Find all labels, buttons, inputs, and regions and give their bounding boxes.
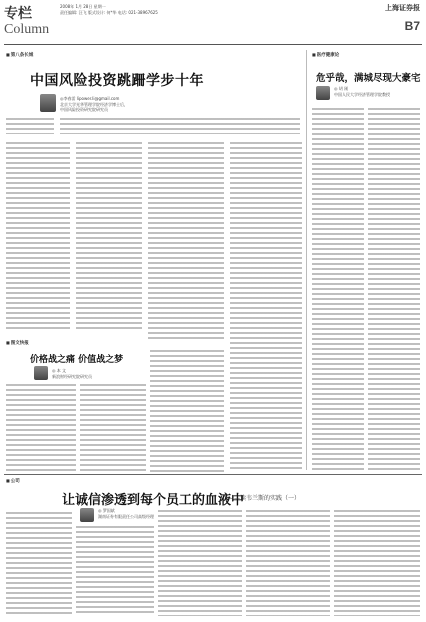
article1-headline: 中国风险投资跳跚学步十年 (30, 73, 204, 89)
article4-byline: ◎ 罗国斌 湖南证券有限责任公司高级经理 (98, 508, 154, 519)
article4-subheadline: ——读韦兰斯的实践（一） (228, 495, 301, 502)
issue-date: 2008年 1月 28日 星期一 (60, 4, 106, 9)
issue-editors: 责任编辑: 汪飞 版式设计: 何*华 电话: 021-38967625 (60, 10, 158, 15)
article2-tag: ■ 图文快报 (6, 340, 29, 346)
issue-info (60, 4, 158, 16)
article2-headline: 价格战之痛 价值战之梦 (30, 355, 124, 365)
article4-column-2 (76, 526, 154, 616)
article1-column-3 (148, 142, 224, 342)
article3-headline: 危乎哉，满城尽现大豪宅 (316, 73, 421, 84)
article2-column-1 (6, 384, 76, 472)
author-photo-4 (80, 508, 94, 522)
article4-headline: 让诚信渗透到每个员工的血液中 (62, 493, 245, 508)
article4-tag: ■ 公司 (6, 478, 20, 484)
author-photo (40, 94, 56, 112)
paper-masthead (385, 3, 420, 33)
article1-column-2 (76, 142, 142, 332)
article2-column-2 (80, 384, 146, 472)
article1-column-4 (230, 142, 302, 472)
author-photo-2 (34, 366, 48, 380)
article4-column-4 (246, 510, 330, 616)
author-photo-3 (316, 86, 330, 100)
article2-byline: ◎ 本 文 新浪财经研究院研究员 (52, 368, 92, 379)
article3-tag: ■ 医疗健康论 (312, 52, 339, 58)
page-number: B7 (404, 19, 420, 33)
article4-column-3 (158, 510, 242, 616)
article3-column-1 (312, 108, 364, 472)
article1-intro-text (6, 118, 54, 134)
top-rule (4, 44, 422, 45)
article1-column-1 (6, 142, 70, 332)
article2-column-3 (150, 350, 224, 472)
section-title-zh: 专栏 (4, 6, 32, 22)
article1-tag: ■ 第八条长城 (6, 52, 33, 58)
article4-column-5 (334, 510, 420, 616)
article3-byline: ◎ 胡 刚 中国人民大学经济管理学院教授 (334, 86, 390, 97)
section-title-en: Column (4, 22, 50, 37)
article1-byline: ◎李春雷 lipower.li@gmail.com 北京大学光华管理学院经济学博士后， 中国风险投资研究院研究员 (60, 96, 128, 112)
column-divider (306, 50, 307, 470)
article4-column-1 (6, 512, 72, 616)
article1-lead-text (60, 118, 300, 134)
article3-column-2 (368, 108, 420, 472)
paper-name: 上海证券报 (385, 3, 420, 12)
section-rule (4, 474, 422, 475)
